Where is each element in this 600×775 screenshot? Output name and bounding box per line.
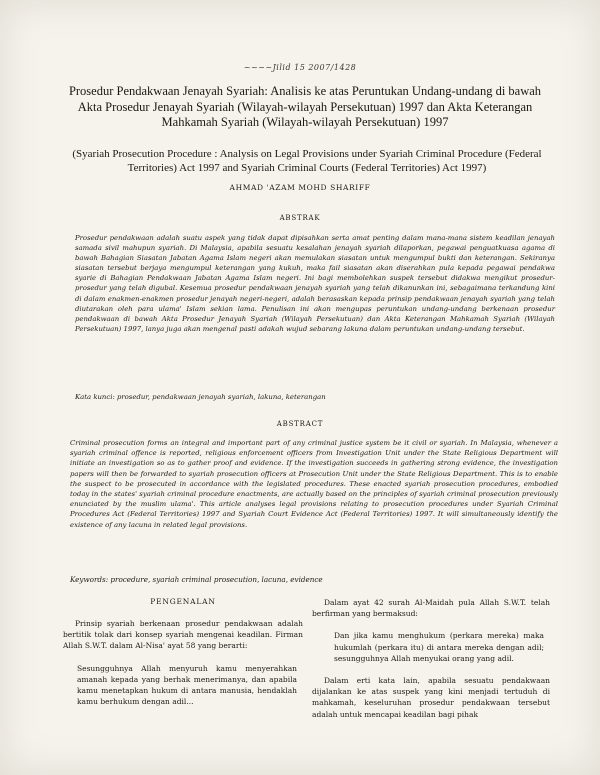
keywords: Keywords: procedure, syariah criminal prosecution, lacuna, evidence — [70, 575, 323, 584]
quran-quote-maidah: Dan jika kamu menghukum (perkara mereka) maka hukumlah (perkara itu) di antara mereka dengan adil; sesungguhnya Allah menyukai orang yang adil. — [334, 631, 544, 663]
left-paragraph-1: Prinsip syariah berkenaan prosedur pendakwaan adalah bertitik tolak dari konsep syariah mengenai keadilan. Firman Allah S.W.T. dalam Al-Nisa' ayat 58 yang berarti: — [63, 619, 303, 651]
right-paragraph-2: Dalam erti kata lain, apabila sesuatu pendakwaan dijalankan ke atas suspek yang kini menjadi tertuduh di mahkamah, keseluruhan prosedur pendakwaan tersebut adalah untuk mencapai keadilan bagi pihak — [312, 676, 550, 719]
abstrak-heading: ABSTRAK — [279, 214, 321, 222]
right-column — [312, 597, 550, 731]
left-column — [63, 597, 303, 718]
quran-quote-nisa: Sesungguhnya Allah menyuruh kamu menyerahkan amanah kepada yang berhak menerimanya, dan apabila kamu menetapkan hukum di antara manusia, hendaklah kamu berhukum dengan adil... — [77, 663, 297, 707]
abstract-body: Criminal prosecution forms an integral and important part of any criminal justice system be it civil or syariah. In Malaysia, whenever a syariah criminal offence is reported, religious enforcement officers from Investigation Unit under the State Religious Department will initiate an investigation so as to gather proof and evidence. If the investigation succeeds in gathering strong evidence, the investigation papers will then be forwarded to syariah prosecution officers at Prosecution Unit under the State Religious Department. This is to enable the suspect to be prosecuted in accordance with the legislated procedures. These enacted syariah prosecution procedures, embodied today in the states' syariah criminal procedure enactments, are actually based on the principles of syariah criminal prosecution previously enunciated by the muslim ulama'. This article analyses legal provisions relating to prosecution procedures under Syariah Criminal Procedures Act (Federal Territories) 1997 and Syariah Court Evidence Act (Federal Territories) 1997. It will simultaneously identify the existence of any lacuna in related legal provisions. — [70, 439, 558, 529]
abstrak-body: Prosedur pendakwaan adalah suatu aspek yang tidak dapat dipisahkan serta amat penting dalam mana-mana sistem keadilan jenayah samada sivil mahupun syariah. Di Malaysia, apabila sesuatu kesalahan jenayah syariah dilaporkan, pegawai penguatkuasa agama di bawah Bahagian Siasatan Jabatan Agama Islam negeri akan memulakan siasatan untuk mengumpul bukti dan keterangan. Sekiranya siasatan tersebut berjaya mengumpul keterangan yang kukuh, maka fail siasatan akan diserahkan pula kepada pegawai pendakwa syarie di Bahagian Pendakwaan Jabatan Agama Islam negeri. Ini bagi membolehkan suspek tersebut didakwa mengikut prosedur-prosedur yang telah digubal. Kesemua prosedur pendakwaan jenayah syariah yang telah dikanunkan ini, sebagaimana terkandung kini di dalam enakmen-enakmen prosedur jenayah negeri-negeri, adalah berasaskan kepada prinsip pendakwaan jenayah syariah yang telah diutarakan oleh para ulama' Islam sekian lama. Penulisan ini akan mengupas peruntukan undang-undang berkenaan prosedur pendakwaan di bawah Akta Prosedur Jenayah Syariah (Wilayah Persekutuan) dan Akta Keterangan Mahkamah Syariah (Wilayah Persekutuan) 1997, lanya juga akan mengenal pasti adakah wujud sebarang lakuna dalam peruntukan undang-undang tersebut. — [75, 234, 555, 333]
journal-header-mark: ~~~~Jilid 15 2007/1428 — [243, 63, 357, 72]
article-subtitle-english: (Syariah Prosecution Procedure : Analysis on Legal Provisions under Syariah Criminal Procedure (Federal Territories) Act 1997 and Syariah Criminal Courts (Federal Territories) Act 1997) — [72, 148, 542, 174]
section-heading-pengenalan: PENGENALAN — [150, 597, 216, 606]
article-title: Prosedur Pendakwaan Jenayah Syariah: Analisis ke atas Peruntukan Undang-undang di bawah Akta Prosedur Jenayah Syariah (Wilayah-wilayah Persekutuan) 1997 dan Akta Keterangan Mahkamah Syariah (Wilayah-wilayah Persekutuan) 1997 — [68, 84, 542, 129]
kata-kunci: Kata kunci: prosedur, pendakwaan jenayah syariah, lakuna, keterangan — [75, 393, 326, 401]
abstract-heading: ABSTRACT — [276, 420, 324, 428]
right-paragraph-1: Dalam ayat 42 surah Al-Maidah pula Allah S.W.T. telah berfirman yang bermaksud: — [312, 598, 550, 619]
author-name: AHMAD 'AZAM MOHD SHARIFF — [229, 183, 371, 192]
